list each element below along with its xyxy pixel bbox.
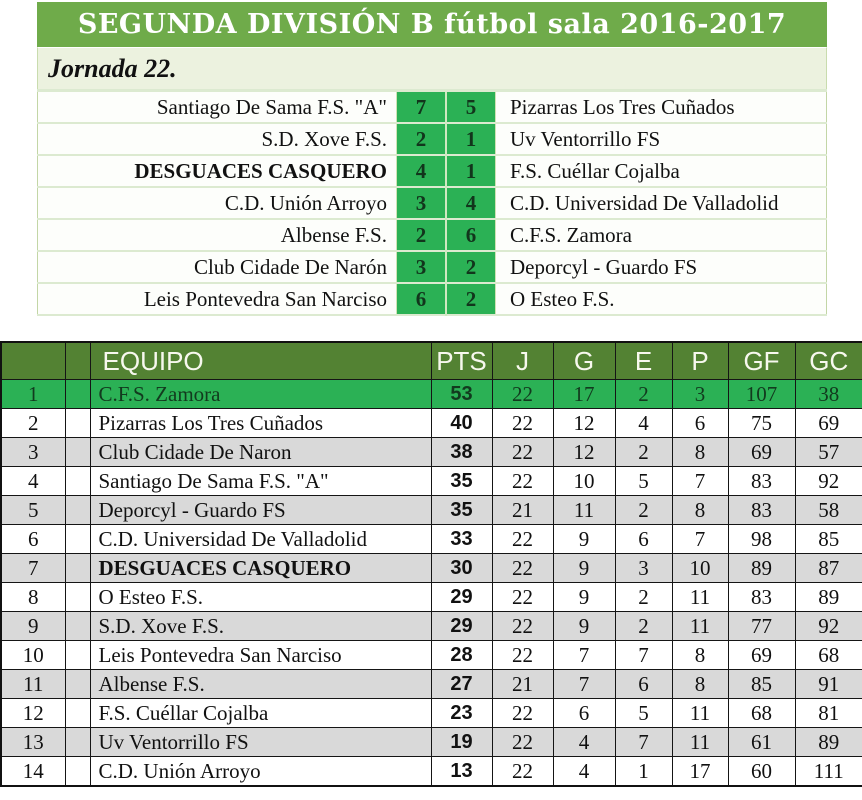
drawn: 2 [615,438,672,467]
header-e: E [615,342,672,380]
spacer-cell [65,496,90,525]
drawn: 7 [615,641,672,670]
goals-for: 69 [728,641,795,670]
goals-for: 85 [728,670,795,699]
away-score: 2 [446,251,496,283]
drawn: 2 [615,380,672,409]
points: 53 [431,380,492,409]
rank: 12 [1,699,65,728]
lost: 6 [672,409,728,438]
points: 19 [431,728,492,757]
team-name: Uv Ventorrillo FS [90,728,431,757]
points: 29 [431,612,492,641]
goals-for: 61 [728,728,795,757]
home-score: 7 [397,91,447,124]
round-label: Jornada 22. [37,47,827,89]
lost: 11 [672,583,728,612]
lost: 8 [672,496,728,525]
away-score: 6 [446,219,496,251]
away-score: 1 [446,123,496,155]
drawn: 2 [615,583,672,612]
away-score: 2 [446,283,496,315]
team-name: S.D. Xove F.S. [90,612,431,641]
away-team: C.D. Universidad De Valladolid [496,187,827,219]
points: 35 [431,467,492,496]
home-team: S.D. Xove F.S. [38,123,397,155]
table-row [1,699,862,728]
lost: 8 [672,670,728,699]
match-row [38,155,827,187]
points: 28 [431,641,492,670]
goals-for: 75 [728,409,795,438]
spacer-cell [65,525,90,554]
lost: 7 [672,525,728,554]
rank: 13 [1,728,65,757]
home-score: 6 [397,283,447,315]
drawn: 5 [615,699,672,728]
table-row [1,670,862,699]
won: 11 [553,496,615,525]
played: 22 [492,554,553,583]
table-row [1,380,862,409]
goals-against: 89 [795,728,862,757]
won: 6 [553,699,615,728]
goals-for: 107 [728,380,795,409]
away-score: 5 [446,91,496,124]
team-name: C.F.S. Zamora [90,380,431,409]
played: 22 [492,467,553,496]
lost: 11 [672,699,728,728]
table-row [1,496,862,525]
lost: 17 [672,757,728,787]
drawn: 4 [615,409,672,438]
header-g: G [553,342,615,380]
home-team: Albense F.S. [38,219,397,251]
points: 27 [431,670,492,699]
spacer-cell [65,467,90,496]
home-team: DESGUACES CASQUERO [38,155,397,187]
drawn: 2 [615,496,672,525]
played: 22 [492,757,553,787]
team-name: Club Cidade De Naron [90,438,431,467]
match-row [38,187,827,219]
lost: 11 [672,612,728,641]
rank: 10 [1,641,65,670]
goals-against: 92 [795,612,862,641]
rank: 7 [1,554,65,583]
away-score: 1 [446,155,496,187]
standings-table [0,341,862,787]
played: 22 [492,380,553,409]
match-row [38,219,827,251]
table-row [1,641,862,670]
header-pts: PTS [431,342,492,380]
won: 7 [553,641,615,670]
won: 4 [553,757,615,787]
played: 22 [492,525,553,554]
home-score: 3 [397,187,447,219]
away-team: Deporcyl - Guardo FS [496,251,827,283]
won: 9 [553,525,615,554]
drawn: 3 [615,554,672,583]
played: 21 [492,496,553,525]
table-row [1,757,862,787]
rank: 5 [1,496,65,525]
goals-against: 85 [795,525,862,554]
away-team: Uv Ventorrillo FS [496,123,827,155]
header-gf: GF [728,342,795,380]
goals-against: 38 [795,380,862,409]
won: 17 [553,380,615,409]
drawn: 2 [615,612,672,641]
table-row [1,612,862,641]
table-row [1,525,862,554]
spacer-cell [65,670,90,699]
goals-against: 92 [795,467,862,496]
table-row [1,438,862,467]
goals-for: 77 [728,612,795,641]
team-name: DESGUACES CASQUERO [90,554,431,583]
spacer-cell [65,438,90,467]
team-name: C.D. Universidad De Valladolid [90,525,431,554]
played: 21 [492,670,553,699]
match-row [38,251,827,283]
match-row [38,283,827,315]
team-name: O Esteo F.S. [90,583,431,612]
table-row [1,467,862,496]
goals-against: 57 [795,438,862,467]
spacer-cell [65,409,90,438]
rank: 14 [1,757,65,787]
goals-for: 68 [728,699,795,728]
spacer-cell [65,554,90,583]
away-score: 4 [446,187,496,219]
home-team: Leis Pontevedra San Narciso [38,283,397,315]
won: 9 [553,554,615,583]
won: 10 [553,467,615,496]
won: 12 [553,409,615,438]
points: 30 [431,554,492,583]
lost: 7 [672,467,728,496]
team-name: Santiago De Sama F.S. "A" [90,467,431,496]
standings-header-row [1,342,862,380]
played: 22 [492,641,553,670]
match-row [38,123,827,155]
points: 38 [431,438,492,467]
team-name: Leis Pontevedra San Narciso [90,641,431,670]
goals-for: 60 [728,757,795,787]
points: 35 [431,496,492,525]
lost: 8 [672,438,728,467]
team-name: Deporcyl - Guardo FS [90,496,431,525]
header-p: P [672,342,728,380]
played: 22 [492,699,553,728]
drawn: 1 [615,757,672,787]
table-row [1,554,862,583]
away-team: F.S. Cuéllar Cojalba [496,155,827,187]
home-score: 2 [397,123,447,155]
team-name: Albense F.S. [90,670,431,699]
team-name: C.D. Unión Arroyo [90,757,431,787]
played: 22 [492,583,553,612]
played: 22 [492,728,553,757]
header-spacer [65,342,90,380]
league-title: SEGUNDA DIVISIÓN B fútbol sala 2016-2017 [37,2,827,47]
points: 29 [431,583,492,612]
rank: 3 [1,438,65,467]
spacer-cell [65,583,90,612]
points: 13 [431,757,492,787]
goals-for: 83 [728,467,795,496]
lost: 3 [672,380,728,409]
header-j: J [492,342,553,380]
played: 22 [492,409,553,438]
home-team: Club Cidade De Narón [38,251,397,283]
goals-against: 87 [795,554,862,583]
goals-for: 83 [728,583,795,612]
points: 40 [431,409,492,438]
won: 7 [553,670,615,699]
home-score: 2 [397,219,447,251]
table-row [1,728,862,757]
drawn: 7 [615,728,672,757]
team-name: F.S. Cuéllar Cojalba [90,699,431,728]
goals-against: 111 [795,757,862,787]
drawn: 6 [615,525,672,554]
goals-for: 89 [728,554,795,583]
won: 9 [553,583,615,612]
spacer-cell [65,699,90,728]
lost: 10 [672,554,728,583]
header-equipo: EQUIPO [90,342,431,380]
team-name: Pizarras Los Tres Cuñados [90,409,431,438]
rank: 11 [1,670,65,699]
lost: 11 [672,728,728,757]
home-team: Santiago De Sama F.S. "A" [38,91,397,124]
table-row [1,409,862,438]
rank: 2 [1,409,65,438]
spacer-cell [65,757,90,787]
home-team: C.D. Unión Arroyo [38,187,397,219]
goals-for: 98 [728,525,795,554]
spacer-cell [65,612,90,641]
drawn: 6 [615,670,672,699]
drawn: 5 [615,467,672,496]
away-team: C.F.S. Zamora [496,219,827,251]
spacer-cell [65,641,90,670]
table-row [1,583,862,612]
results-table [37,89,827,316]
played: 22 [492,612,553,641]
match-row [38,91,827,124]
away-team: Pizarras Los Tres Cuñados [496,91,827,124]
goals-against: 58 [795,496,862,525]
home-score: 4 [397,155,447,187]
goals-against: 68 [795,641,862,670]
won: 12 [553,438,615,467]
played: 22 [492,438,553,467]
goals-against: 81 [795,699,862,728]
header-gc: GC [795,342,862,380]
goals-against: 69 [795,409,862,438]
rank: 6 [1,525,65,554]
points: 33 [431,525,492,554]
spacer-cell [65,380,90,409]
rank: 4 [1,467,65,496]
results-section [37,2,827,316]
won: 4 [553,728,615,757]
spacer-cell [65,728,90,757]
home-score: 3 [397,251,447,283]
header-pos [1,342,65,380]
goals-for: 83 [728,496,795,525]
won: 9 [553,612,615,641]
away-team: O Esteo F.S. [496,283,827,315]
goals-for: 69 [728,438,795,467]
lost: 8 [672,641,728,670]
rank: 1 [1,380,65,409]
rank: 9 [1,612,65,641]
goals-against: 91 [795,670,862,699]
rank: 8 [1,583,65,612]
goals-against: 89 [795,583,862,612]
points: 23 [431,699,492,728]
